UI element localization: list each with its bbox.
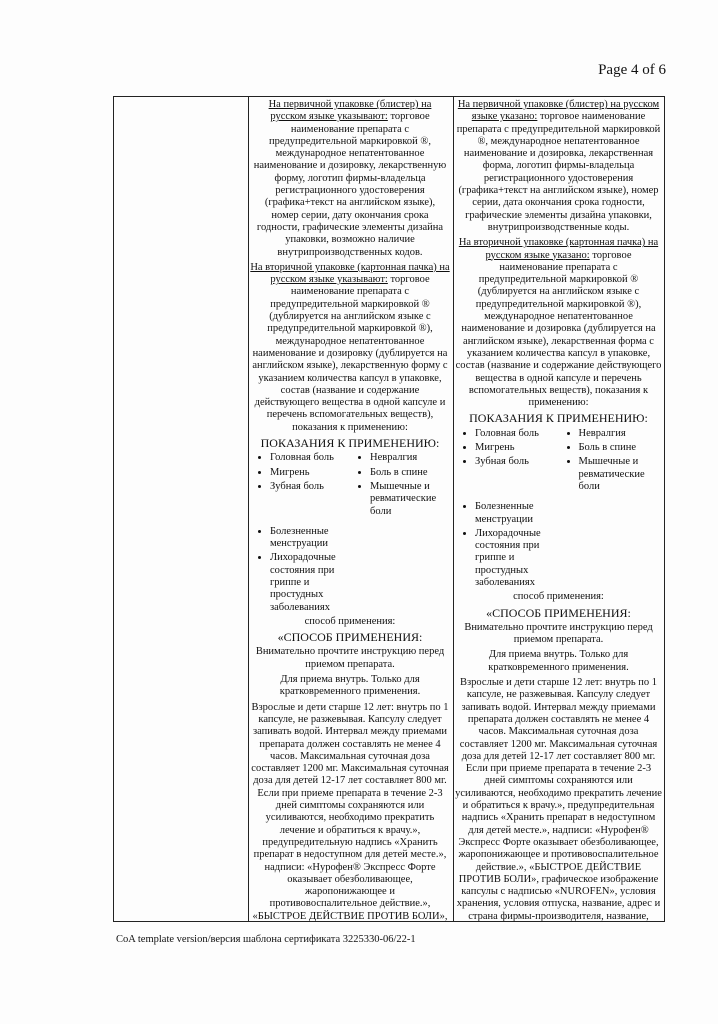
indication-item: • Невралгия bbox=[370, 452, 450, 464]
indication-item: • Боль в спине bbox=[370, 467, 450, 479]
specification-table bbox=[113, 96, 665, 922]
indication-item: • Невралгия bbox=[579, 428, 663, 440]
primary-packaging-text: торговое наименование препарата с предупредительной маркировкой ®, международное непатентованное наименование и дозировку, лекарственную форму, логотип фирмы-владельца регистрационного удостоверения (графика+текст на английском языке), номер серии, дату окончания срока годности, графические элементы дизайна упаковки, возможно наличие внутрипроизводственных кодов. bbox=[253, 111, 447, 258]
method-paragraph-1: Внимательно прочтите инструкцию перед приемом препарата. bbox=[255, 646, 445, 670]
indications-list-col-b bbox=[350, 452, 450, 519]
indications-heading: ПОКАЗАНИЯ К ПРИМЕНЕНИЮ: bbox=[469, 411, 648, 426]
method-heading: «СПОСОБ ПРИМЕНЕНИЯ: bbox=[277, 630, 423, 645]
secondary-packaging-paragraph bbox=[455, 237, 662, 409]
method-paragraph-3: Взрослые и дети старше 12 лет: внутрь по 1 капсуле, не разжевывая. Капсулу следует запивать водой. Интервал между приемами препарата должен составлять не менее 4 часов. Максимальная суточная доза составляет 1200 мг. Максимальная суточная доза для детей 12-17 лет составляет 800 мг. Если при приеме препарата в течение 2-3 дней симптомы сохраняются или усиливаются, необходимо прекратить лечение и обратиться к врачу.», предупредительную надпись «Хранить препарат в недоступном для детей месте.», надписи: «Нурофен® Экспресс Форте оказывает обезболивающее, жаропонижающее и противовоспалительное действие.», «БЫСТРОЕ ДЕЙСТВИЕ ПРОТИВ БОЛИ», bbox=[251, 701, 449, 921]
indication-item: • Боль в спине bbox=[579, 442, 663, 454]
indications-list-col-a bbox=[455, 428, 559, 495]
secondary-packaging-label: На вторичной упаковке (картонная пачка) на русском языке указано: bbox=[458, 237, 659, 261]
indication-item: • Зубная боль bbox=[475, 456, 559, 468]
secondary-packaging-label: На вторичной упаковке (картонная пачка) на русском языке указывают: bbox=[250, 261, 450, 286]
column-divider bbox=[248, 97, 249, 921]
indication-item: • Головная боль bbox=[475, 428, 559, 440]
indications-list-col-c bbox=[270, 526, 350, 614]
indications-list-more bbox=[455, 501, 662, 589]
indication-item: • Мигрень bbox=[270, 467, 350, 479]
indication-item: • Головная боль bbox=[270, 452, 350, 464]
indication-item: • Болезненные менструации bbox=[270, 526, 350, 551]
primary-packaging-paragraph bbox=[250, 99, 450, 259]
secondary-packaging-paragraph bbox=[250, 262, 450, 434]
indication-item: • Мышечные и ревматические боли bbox=[370, 481, 450, 518]
primary-packaging-label: На первичной упаковке (блистер) на русском языке указывают: bbox=[268, 99, 432, 123]
indication-item: • Мышечные и ревматические боли bbox=[579, 456, 663, 493]
footer-template-version: CoA template version/версия шаблона сертификата 3225330-06/22-1 bbox=[116, 934, 416, 945]
indication-item: • Лихорадочные состояния при гриппе и простудных заболеваниях bbox=[475, 528, 555, 589]
secondary-packaging-text: торговое наименование препарата с предупредительной маркировкой ® (дублируется на английском языке с предупредительной маркировкой ®), международное непатентованное наименование и дозировку (дублируется на английском языке), лекарственную форму с указанием количества капсул в упаковке, состав (название и содержание действующего вещества в одной капсуле и перечень вспомогательных веществ), показания к применению: bbox=[252, 274, 448, 433]
indications-list-col-b bbox=[559, 428, 663, 495]
indications-list-col-c bbox=[475, 501, 555, 589]
indications-list bbox=[250, 452, 450, 519]
method-paragraph-3: Взрослые и дети старше 12 лет: внутрь по 1 капсуле, не разжевывая. Капсулу следует запивать водой. Интервал между приемами препарата должен составлять не менее 4 часов. Максимальная суточная доза составляет 1200 мг. Максимальная суточная доза для детей 12-17 лет составляет 800 мг. Если при приеме препарата в течение 2-3 дней симптомы сохраняются или усиливаются, необходимо прекратить лечение и обратиться к врачу.», предупредительная надпись «Хранить препарат в недоступном для детей месте.», надписи: «Нурофен® Экспресс Форте оказывает обезболивающее, жаропонижающее и противовоспалительное действие.», «БЫСТРОЕ ДЕЙСТВИЕ ПРОТИВ БОЛИ», графическое изображение капсулы с надписью «NUROFEN», условия хранения, условия отпуска, название, адрес и страна фирмы-производителя, название, bbox=[455, 677, 662, 921]
method-paragraph-2: Для приема внутрь. Только для кратковременного применения. bbox=[279, 674, 421, 698]
page-number: Page 4 of 6 bbox=[598, 62, 666, 78]
indication-item: • Мигрень bbox=[475, 442, 559, 454]
method-paragraph-2: Для приема внутрь. Только для кратковременного применения. bbox=[488, 649, 629, 673]
primary-packaging-label: На первичной упаковке (блистер) на русском языке указано: bbox=[457, 99, 660, 123]
secondary-packaging-text: торговое наименование препарата с предупредительной маркировкой ® (дублируется на английском языке с предупредительной маркировкой ®), международное непатентованное наименование и дозировка (дублируется на английском языке), лекарственная форма с указанием количества капсул в упаковке, состав (название и содержание действующего вещества в одной капсуле и перечень вспомогательных веществ), показания к применению: bbox=[455, 249, 662, 409]
method-heading: «СПОСОБ ПРИМЕНЕНИЯ: bbox=[486, 605, 631, 620]
indications-list bbox=[455, 428, 662, 495]
indication-item: • Зубная боль bbox=[270, 481, 350, 493]
column-divider bbox=[453, 97, 454, 921]
indication-item: • Болезненные менструации bbox=[475, 501, 555, 526]
indications-heading: ПОКАЗАНИЯ К ПРИМЕНЕНИЮ: bbox=[260, 436, 440, 451]
primary-packaging-text: торговое наименование препарата с предупредительной маркировкой ®, международное непатентованное наименование и дозировка, лекарственная форма, логотип фирмы-владельца регистрационного удостоверения (графика+текст на английском языке), номер серии, дата окончания срока годности, графические элементы дизайна упаковки, внутрипроизводственные коды. bbox=[456, 111, 661, 233]
primary-packaging-paragraph bbox=[455, 99, 662, 234]
indication-item: • Лихорадочные состояния при гриппе и простудных заболеваниях bbox=[270, 552, 350, 613]
method-label: способ применения: bbox=[513, 591, 604, 603]
method-paragraph-1: Внимательно прочтите инструкцию перед приемом препарата. bbox=[464, 621, 653, 646]
indications-list-more bbox=[250, 526, 450, 614]
method-label: способ применения: bbox=[304, 615, 396, 627]
specification-column bbox=[250, 99, 450, 921]
result-column bbox=[455, 99, 662, 921]
indications-list-col-a bbox=[250, 452, 350, 519]
